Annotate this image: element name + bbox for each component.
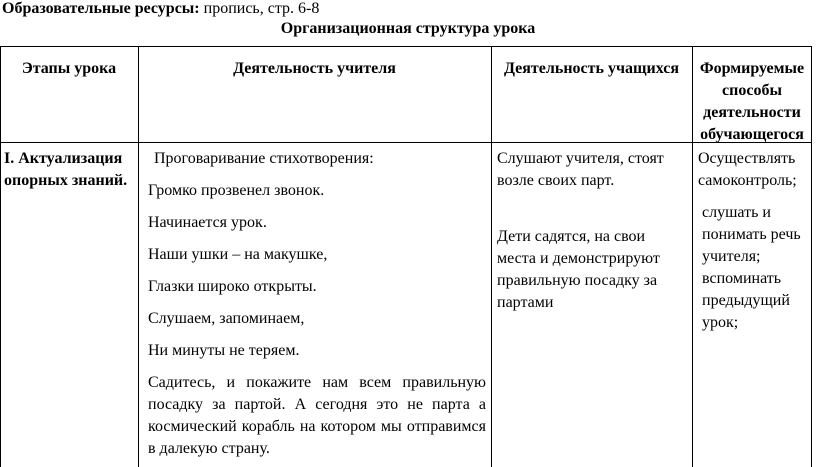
skills-line: слушать и понимать речь учителя; вспоминать предыдущий урок; [702, 204, 801, 331]
table-border-top [0, 46, 812, 47]
resources-label: Образовательные ресурсы: [2, 0, 200, 17]
teacher-line: Слушаем, запоминаем, [148, 310, 305, 327]
teacher-activity-cell [148, 148, 486, 460]
students-line: Дети садятся, на свои места и демонстрируют правильную посадку за партами [497, 228, 660, 311]
students-line: Слушают учителя, стоят возле своих парт. [497, 150, 664, 189]
resources-value: пропись, стр. 6-8 [199, 0, 320, 17]
column-header-skills: Формируемые способы деятельности обучающегося [699, 60, 805, 143]
teacher-line: Начинается урок. [148, 214, 267, 231]
column-header-students: Деятельность учащихся [503, 60, 680, 77]
students-activity-cell [497, 148, 687, 314]
teacher-line: Проговаривание стихотворения: [154, 150, 374, 167]
lesson-table [0, 46, 816, 467]
column-header-stage: Этапы урока [21, 60, 117, 77]
teacher-line: Наши ушки – на макушке, [148, 246, 328, 263]
stage-cell: I. Актуализация опорных знаний. [4, 150, 128, 189]
resources-line [2, 0, 319, 18]
teacher-line: Ни минуты не теряем. [148, 342, 300, 359]
table-border-right [811, 46, 812, 467]
column-divider-1 [138, 46, 139, 467]
column-divider-2 [491, 46, 492, 467]
teacher-line: Глазки широко открыты. [148, 278, 317, 295]
column-header-teacher: Деятельность учителя [233, 60, 396, 77]
table-border-left [0, 46, 1, 467]
column-divider-3 [692, 46, 693, 467]
skills-cell [698, 148, 808, 334]
teacher-line: Громко прозвенел звонок. [148, 182, 325, 199]
page-title: Организационная структура урока [280, 20, 536, 37]
table-header-divider [0, 142, 812, 143]
skills-line: Осуществлять самоконтроль; [698, 150, 797, 189]
teacher-paragraph: Садитесь, и покажите нам всем правильную посадку за партой. А сегодня это не парта а космический корабль на котором мы отправимся в далекую страну. [148, 374, 486, 457]
